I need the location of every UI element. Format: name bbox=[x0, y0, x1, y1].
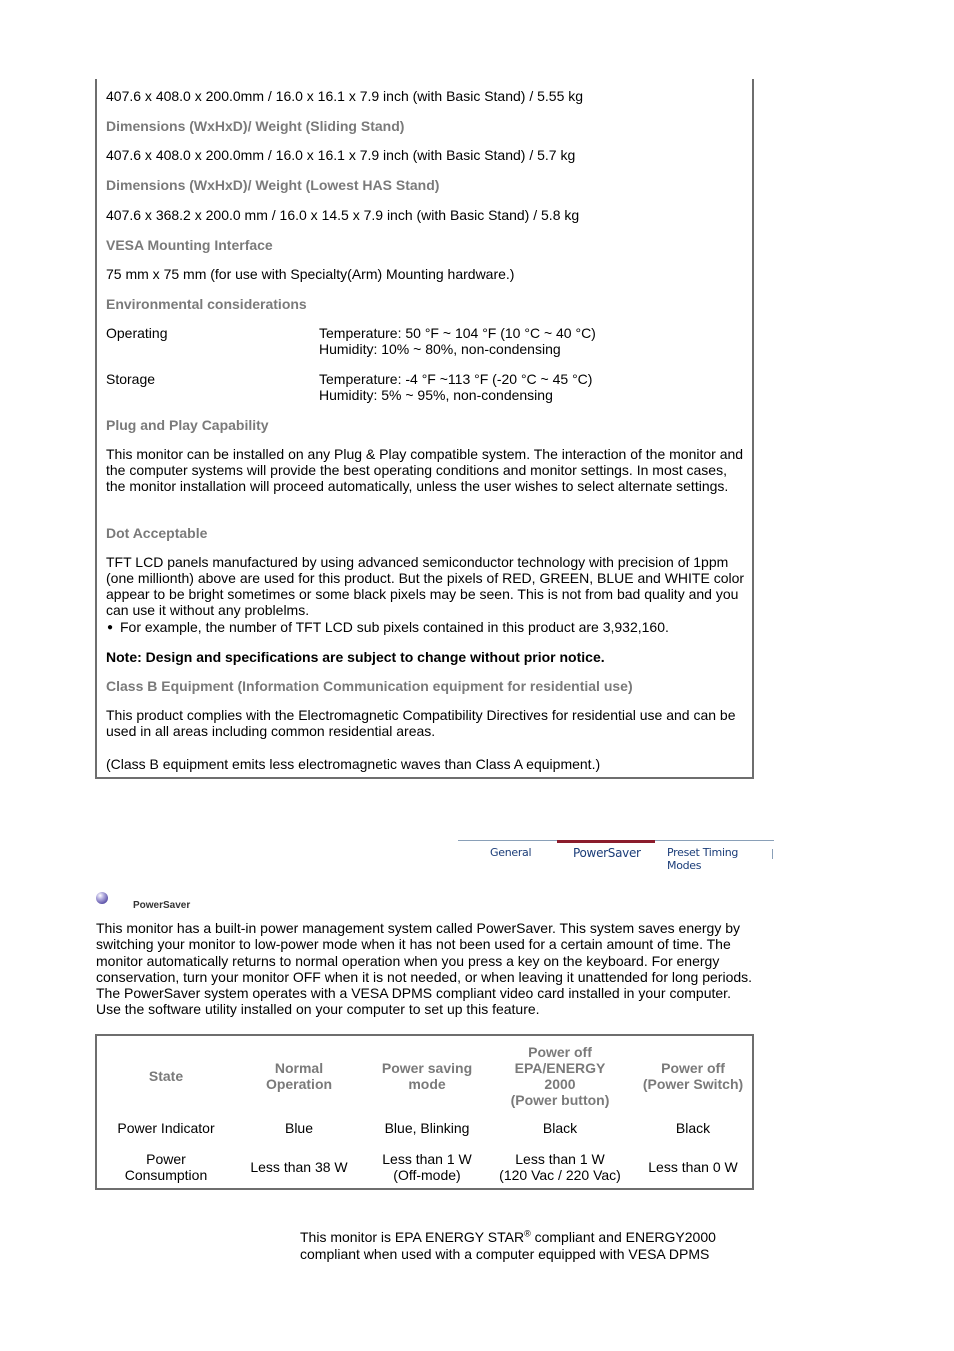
environmental-heading: Environmental considerations bbox=[106, 296, 307, 312]
table-cell bbox=[382, 1151, 472, 1183]
table-header-cell-line: EPA/ENERGY bbox=[514, 1060, 606, 1076]
table-cell-line: (Off-mode) bbox=[393, 1167, 461, 1183]
table-cell bbox=[543, 1120, 577, 1136]
table-header-cell bbox=[643, 1060, 743, 1092]
bullet-icon: ● bbox=[107, 622, 114, 633]
table-cell bbox=[648, 1159, 738, 1175]
table-header-cell-line: State bbox=[148, 1068, 184, 1084]
vesa-value: 75 mm x 75 mm (for use with Specialty(Arm) Mounting hardware.) bbox=[106, 266, 515, 282]
section-title: PowerSaver bbox=[133, 900, 191, 911]
table-cell-line: Less than 1 W bbox=[382, 1151, 472, 1167]
table-cell-line: Blue bbox=[284, 1120, 314, 1136]
sliding-stand-heading: Dimensions (WxHxD)/ Weight (Sliding Stand) bbox=[106, 118, 405, 134]
energy-text-before: This monitor is EPA ENERGY STAR bbox=[300, 1229, 525, 1245]
table-header-cell-line: (Power Switch) bbox=[642, 1076, 744, 1092]
tab-preset-timing-modes[interactable]: Preset Timing Modes bbox=[667, 846, 739, 872]
operating-label: Operating bbox=[106, 325, 168, 341]
tab-powersaver-label: PowerSaver bbox=[573, 846, 641, 860]
table-cell-line: Black bbox=[675, 1120, 711, 1136]
active-tab-indicator bbox=[557, 840, 655, 843]
table-header-cell-line: (Power button) bbox=[510, 1092, 610, 1108]
tab-general[interactable]: General bbox=[490, 846, 532, 859]
storage-humidity: Humidity: 5% ~ 95%, non-condensing bbox=[319, 387, 553, 403]
table-header-cell-line: Operation bbox=[265, 1076, 333, 1092]
basic-stand-dimensions: 407.6 x 408.0 x 200.0mm / 16.0 x 16.1 x 7.9 inch (with Basic Stand) / 5.55 kg bbox=[106, 88, 584, 104]
operating-temperature: Temperature: 50 °F ~ 104 °F (10 °C ~ 40 °C) bbox=[319, 325, 596, 341]
class-b-heading: Class B Equipment (Information Communication equipment for residential use) bbox=[106, 678, 633, 694]
plug-and-play-heading: Plug and Play Capability bbox=[106, 417, 269, 433]
energy-star-statement bbox=[300, 1229, 760, 1263]
table-header-cell bbox=[266, 1060, 332, 1092]
tab-separator bbox=[772, 849, 773, 859]
registered-mark: ® bbox=[524, 1228, 531, 1239]
table-header-cell bbox=[511, 1044, 610, 1108]
table-header-cell bbox=[382, 1060, 472, 1092]
has-stand-heading: Dimensions (WxHxD)/ Weight (Lowest HAS Stand) bbox=[106, 177, 440, 193]
table-header-cell-line: mode bbox=[408, 1076, 446, 1092]
table-cell-line: Blue, Blinking bbox=[384, 1120, 470, 1136]
table-cell-line: Power bbox=[146, 1151, 186, 1167]
dot-acceptable-heading: Dot Acceptable bbox=[106, 525, 208, 541]
table-header-cell-line: Power off bbox=[528, 1044, 592, 1060]
table-cell-line: Black bbox=[542, 1120, 578, 1136]
table-cell bbox=[385, 1120, 470, 1136]
power-state-table bbox=[95, 1034, 754, 1190]
table-cell bbox=[499, 1151, 621, 1183]
table-cell-line: Less than 38 W bbox=[250, 1159, 348, 1175]
sliding-stand-dimensions: 407.6 x 408.0 x 200.0mm / 16.0 x 16.1 x 7.9 inch (with Basic Stand) / 5.7 kg bbox=[106, 147, 576, 163]
storage-temperature: Temperature: -4 °F ~113 °F (-20 °C ~ 45 °C) bbox=[319, 371, 593, 387]
class-b-text: This product complies with the Electromagnetic Compatibility Directives for residential use and can be used in all areas including common residential areas. bbox=[106, 707, 736, 739]
table-cell-line: Less than 1 W bbox=[515, 1151, 605, 1167]
dot-acceptable-text: TFT LCD panels manufactured by using advanced semiconductor technology with precision of 1ppm (one millionth) above are used for this product. But the pixels of RED, GREEN, BLUE and WHITE color appear to be bright sometimes or some black pixels may be seen. This is not from bad quality and you can use it without any problelms. bbox=[106, 554, 745, 618]
storage-label: Storage bbox=[106, 371, 156, 387]
table-cell-line: (120 Vac / 220 Vac) bbox=[499, 1167, 621, 1183]
energy-text-after: compliant and ENERGY2000 compliant when used with a computer equipped with VESA DPMS bbox=[300, 1229, 716, 1262]
table-cell-line: Less than 0 W bbox=[648, 1159, 738, 1175]
tab-powersaver[interactable] bbox=[557, 840, 655, 866]
table-header-cell-line: Power off bbox=[661, 1060, 725, 1076]
powersaver-intro: This monitor has a built-in power management system called PowerSaver. This system saves energy by switching your monitor to low-power mode when it has not been used for a certain amount of time. The monitor automatically returns to normal operation when you press a key on the keyboard. For energy conservation, turn your monitor OFF when it is not needed, or when leaving it unattended for long periods. The PowerSaver system operates with a VESA DPMS compliant video card installed in your computer. Use the software utility installed on your computer to set up this feature. bbox=[96, 920, 753, 1018]
operating-humidity: Humidity: 10% ~ 80%, non-condensing bbox=[319, 341, 561, 357]
table-header-cell bbox=[149, 1068, 183, 1084]
vesa-heading: VESA Mounting Interface bbox=[106, 237, 273, 253]
has-stand-dimensions: 407.6 x 368.2 x 200.0 mm / 16.0 x 14.5 x 7.9 inch (with Basic Stand) / 5.8 kg bbox=[106, 207, 580, 223]
specifications-box bbox=[95, 79, 754, 779]
table-cell bbox=[285, 1120, 313, 1136]
table-header-cell-line: Normal bbox=[274, 1060, 324, 1076]
table-cell bbox=[250, 1159, 347, 1175]
table-cell-line: Consumption bbox=[124, 1167, 208, 1183]
dot-acceptable-bullet: For example, the number of TFT LCD sub pixels contained in this product are 3,932,160. bbox=[120, 619, 669, 635]
tab-bar bbox=[458, 840, 774, 872]
table-cell bbox=[117, 1120, 214, 1136]
table-header-cell-line: Power saving bbox=[381, 1060, 473, 1076]
bullet-orb-icon bbox=[96, 892, 108, 904]
design-note: Note: Design and specifications are subject to change without prior notice. bbox=[106, 649, 605, 665]
table-cell bbox=[676, 1120, 710, 1136]
class-b-note: (Class B equipment emits less electromagnetic waves than Class A equipment.) bbox=[106, 756, 601, 772]
table-header-cell-line: 2000 bbox=[544, 1076, 576, 1092]
table-cell bbox=[125, 1151, 208, 1183]
table-cell-line: Power Indicator bbox=[117, 1120, 215, 1136]
plug-and-play-text: This monitor can be installed on any Plug & Play compatible system. The interaction of the monitor and the computer systems will provide the best operating conditions and monitor settings. In most cases, the monitor installation will proceed automatically, unless the user wishes to select alternate settings. bbox=[106, 446, 744, 494]
